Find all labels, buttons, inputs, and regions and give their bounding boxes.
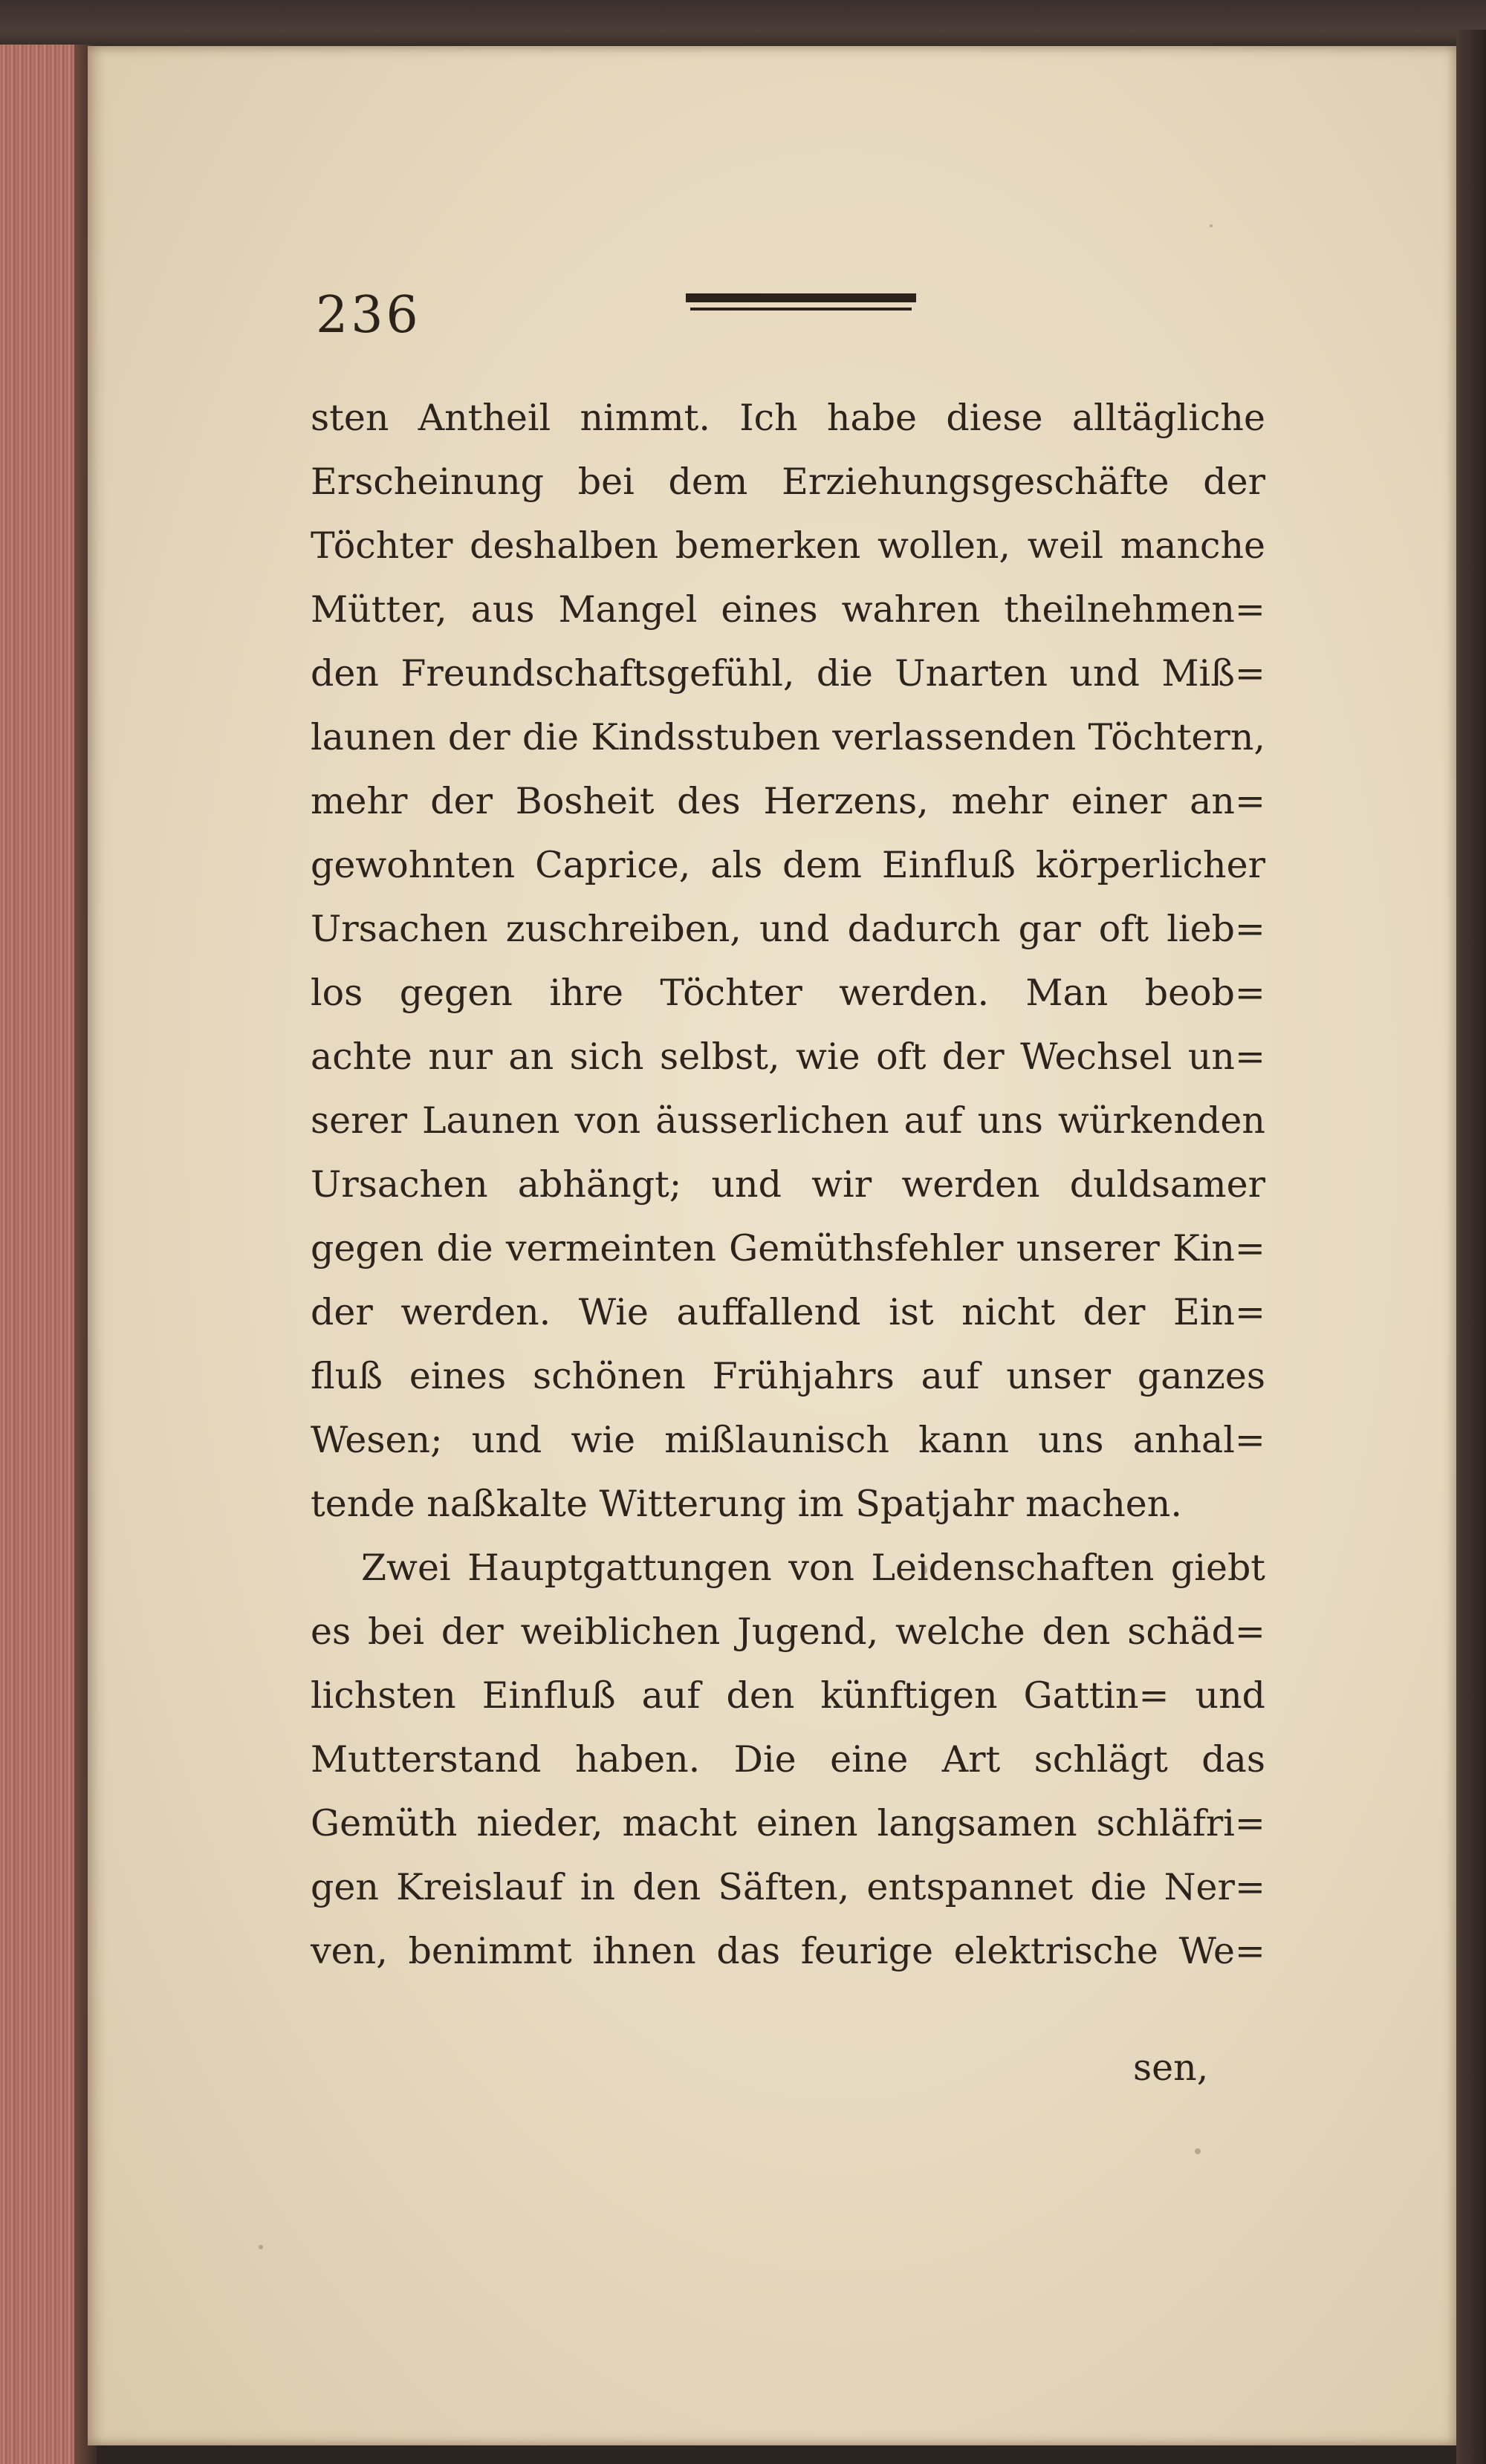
paper-speck [1195, 2148, 1201, 2154]
text-line: launen der die Kindsstuben verlassenden Töchtern, [311, 716, 1265, 758]
text-line: Töchter deshalben bemerken wollen, weil manche [311, 524, 1265, 567]
text-line: los gegen ihre Töchter werden. Man beob= [311, 972, 1265, 1014]
book-right-edge [1456, 30, 1486, 2464]
catchword: sen, [1133, 2047, 1209, 2089]
text-line: mehr der Bosheit des Herzens, mehr einer an= [311, 780, 1265, 822]
body-text [311, 386, 1265, 1983]
text-line: gen Kreislauf in den Säften, entspannet die Ner= [311, 1866, 1265, 1908]
text-line: Erscheinung bei dem Erziehungsgeschäfte der [311, 461, 1265, 503]
text-line: Ursachen zuschreiben, und dadurch gar oft lieb= [311, 908, 1265, 950]
page-block-edges [0, 45, 82, 2464]
text-line: den Freundschaftsgefühl, die Unarten und Miß= [311, 652, 1265, 695]
text-line: Mutterstand haben. Die eine Art schlägt das [311, 1738, 1265, 1781]
text-line: gegen die vermeinten Gemüthsfehler unserer Kin= [311, 1227, 1265, 1270]
header-rule-thick [686, 293, 916, 302]
text-line: Zwei Hauptgattungen von Leidenschaften giebt [361, 1547, 1265, 1589]
text-line: fluß eines schönen Frühjahrs auf unser ganzes [311, 1355, 1265, 1397]
text-line: sten Antheil nimmt. Ich habe diese alltägliche [311, 397, 1265, 439]
text-line: Gemüth nieder, macht einen langsamen schläfri= [311, 1802, 1265, 1844]
text-line: Ursachen abhängt; und wir werden duldsamer [311, 1163, 1265, 1206]
header-rule-thin [690, 308, 912, 311]
text-line: ven, benimmt ihnen das feurige elektrische We= [311, 1930, 1265, 1972]
text-line: gewohnten Caprice, als dem Einfluß körperlicher [311, 844, 1265, 886]
paper-speck [259, 2245, 263, 2249]
text-line: lichsten Einfluß auf den künftigen Gattin= und [311, 1674, 1265, 1717]
text-line: Mütter, aus Mangel eines wahren theilnehmen= [311, 588, 1265, 631]
text-line: tende naßkalte Witterung im Spatjahr machen. [311, 1483, 1182, 1525]
text-line: achte nur an sich selbst, wie oft der Wechsel un= [311, 1036, 1265, 1078]
header-rule [686, 293, 916, 314]
page-number: 236 [316, 286, 421, 345]
text-line: der werden. Wie auffallend ist nicht der Ein= [311, 1291, 1265, 1333]
paper-speck [1210, 224, 1213, 227]
text-line: serer Launen von äusserlichen auf uns würkenden [311, 1099, 1265, 1142]
text-line: Wesen; und wie mißlaunisch kann uns anhal= [311, 1419, 1265, 1461]
book-cover-top [0, 0, 1486, 52]
text-line: es bei der weiblichen Jugend, welche den schäd= [311, 1610, 1265, 1653]
